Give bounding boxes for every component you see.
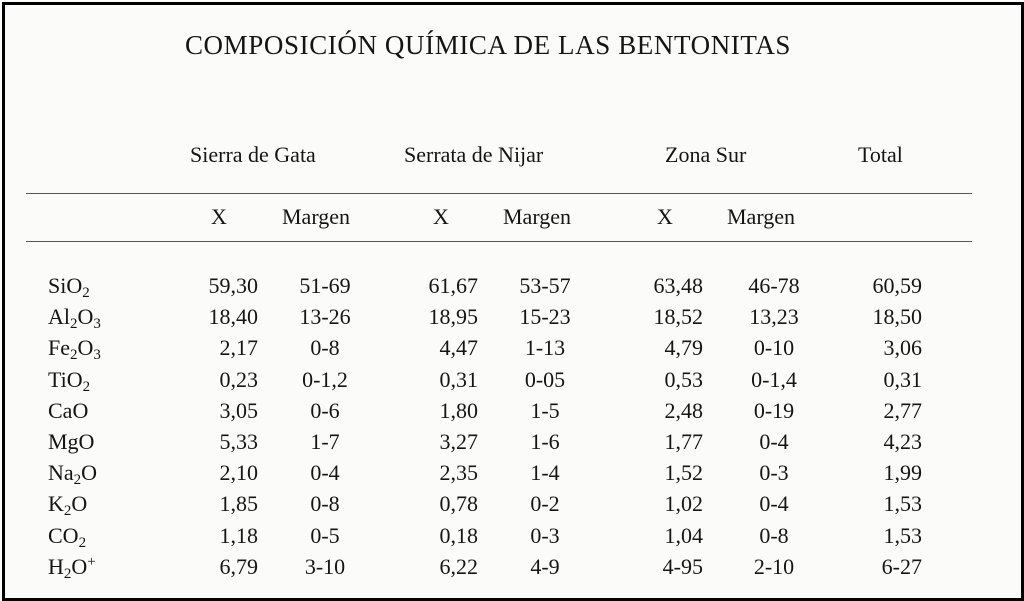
table-row <box>0 335 1024 366</box>
compound-label: SiO$_2$ <box>48 273 90 301</box>
sierra-x-cell: 1,85 <box>219 491 258 517</box>
zona-margen-cell: 0-3 <box>759 460 789 486</box>
sierra-x-cell: 2,10 <box>219 460 258 486</box>
header-rule-bottom <box>26 241 972 242</box>
serrata-margen-cell: 0-3 <box>530 522 560 548</box>
zona-x-cell: 4,79 <box>664 335 703 361</box>
sierra-margen-cell: 1-7 <box>310 429 340 454</box>
serrata-margen-cell: 1-13 <box>524 335 566 361</box>
zona-margen-cell: 0-4 <box>759 491 789 517</box>
compound-label: $CO_2$ <box>48 522 87 551</box>
subheader-margen-sierra: Margen <box>282 204 351 229</box>
total-cell: 0,31 <box>883 366 922 392</box>
compound-label: $H_2O^+$ <box>48 553 96 582</box>
table-row <box>0 273 1024 304</box>
serrata-x-cell: 18,95 <box>428 304 478 330</box>
total-cell: 4,23 <box>883 429 922 454</box>
zona-margen-cell: 0-10 <box>753 335 795 361</box>
zona-margen-cell: 13,23 <box>749 304 799 330</box>
zona-x-cell: 0,53 <box>664 366 703 392</box>
serrata-margen-cell: 15-23 <box>519 304 571 330</box>
compound-label: $Fe_2O_3$ <box>48 335 101 364</box>
compound-label: $K_2O$ <box>48 491 88 520</box>
serrata-x-cell: 0,31 <box>439 366 478 392</box>
serrata-x-cell: 1,80 <box>439 397 478 423</box>
table-row <box>0 460 1024 491</box>
zona-x-cell: 2,48 <box>664 397 703 423</box>
serrata-margen-cell: 53-57 <box>519 273 571 298</box>
zona-x-cell: 1,04 <box>664 522 703 548</box>
compound-label: MgO <box>48 429 95 454</box>
table-row <box>0 304 1024 335</box>
serrata-x-cell: 3,27 <box>439 429 478 454</box>
compound-label: $Na_2O$ <box>48 460 98 489</box>
zona-margen-cell: 2-10 <box>753 553 795 579</box>
page-title: COMPOSICIÓN QUÍMICA DE LAS BENTONITAS <box>184 30 792 60</box>
sierra-margen-cell: 0-4 <box>310 460 340 486</box>
serrata-x-cell: 61,67 <box>428 273 478 298</box>
total-cell: 1,53 <box>883 491 922 517</box>
zona-x-cell: 1,77 <box>664 429 703 454</box>
subheader-margen-zona: Margen <box>727 204 796 229</box>
sierra-x-cell: 59,30 <box>208 273 258 298</box>
total-cell: 3,06 <box>883 335 922 361</box>
table-row <box>0 367 1024 398</box>
total-cell: 18,50 <box>872 304 922 330</box>
sierra-margen-cell: 0-6 <box>310 397 340 423</box>
subheader-x-zona: X <box>657 204 673 229</box>
zona-margen-cell: 46-78 <box>748 273 800 298</box>
sierra-x-cell: 1,18 <box>219 522 258 548</box>
serrata-margen-cell: 0-05 <box>524 366 566 392</box>
sierra-margen-cell: 0-8 <box>310 335 340 361</box>
sierra-margen-cell: 0-5 <box>310 522 340 548</box>
subheader-x-serrata: X <box>433 204 449 229</box>
total-cell: 1,53 <box>883 522 922 548</box>
sierra-x-cell: 2,17 <box>219 335 258 361</box>
total-cell: 1,99 <box>883 460 922 486</box>
table-row <box>0 398 1024 429</box>
total-cell: 2,77 <box>883 397 922 423</box>
sierra-x-cell: 3,05 <box>219 397 258 423</box>
serrata-x-cell: 2,35 <box>439 460 478 486</box>
header-sierra-de-gata: Sierra de Gata <box>190 142 316 167</box>
zona-margen-cell: 0-8 <box>759 522 789 548</box>
total-cell: 6-27 <box>881 553 922 579</box>
serrata-margen-cell: 1-6 <box>530 429 560 454</box>
zona-x-cell: 1,52 <box>664 460 703 486</box>
table-row <box>0 429 1024 460</box>
serrata-margen-cell: 1-5 <box>530 397 560 423</box>
sierra-x-cell: 6,79 <box>219 553 258 579</box>
sierra-margen-cell: 51-69 <box>299 273 351 298</box>
header-total: Total <box>858 142 903 167</box>
header-serrata-de-nijar: Serrata de Nijar <box>404 142 544 167</box>
zona-x-cell: 18,52 <box>653 304 703 330</box>
serrata-x-cell: 6,22 <box>439 553 478 579</box>
subheader-margen-serrata: Margen <box>503 204 572 229</box>
sierra-margen-cell: 13-26 <box>299 304 351 330</box>
compound-label: TiO$_2$ <box>48 366 91 395</box>
serrata-x-cell: 4,47 <box>439 335 478 361</box>
sierra-x-cell: 0,23 <box>219 366 258 392</box>
table-row <box>0 554 1024 585</box>
sierra-margen-cell: 0-8 <box>310 491 340 517</box>
serrata-margen-cell: 4-9 <box>530 553 560 579</box>
zona-x-cell: 4-95 <box>662 553 703 579</box>
zona-x-cell: 63,48 <box>653 273 703 298</box>
zona-margen-cell: 0-1,4 <box>751 366 797 392</box>
total-cell: 60,59 <box>872 273 922 298</box>
sierra-x-cell: 5,33 <box>219 429 258 454</box>
serrata-margen-cell: 1-4 <box>530 460 560 486</box>
table-row <box>0 523 1024 554</box>
header-rule-top <box>26 193 972 194</box>
sierra-margen-cell: 0-1,2 <box>302 366 348 392</box>
compound-label: CaO <box>48 397 89 423</box>
header-zona-sur: Zona Sur <box>665 142 747 167</box>
serrata-margen-cell: 0-2 <box>530 491 560 517</box>
sierra-x-cell: 18,40 <box>208 304 258 330</box>
table-row <box>0 491 1024 522</box>
zona-margen-cell: 0-19 <box>753 397 795 423</box>
zona-margen-cell: 0-4 <box>759 429 789 454</box>
subheader-x-sierra: X <box>211 204 227 229</box>
serrata-x-cell: 0,18 <box>439 522 478 548</box>
compound-label: $Al_2O_3$ <box>48 304 101 333</box>
serrata-x-cell: 0,78 <box>439 491 478 517</box>
zona-x-cell: 1,02 <box>664 491 703 517</box>
sierra-margen-cell: 3-10 <box>304 553 346 579</box>
